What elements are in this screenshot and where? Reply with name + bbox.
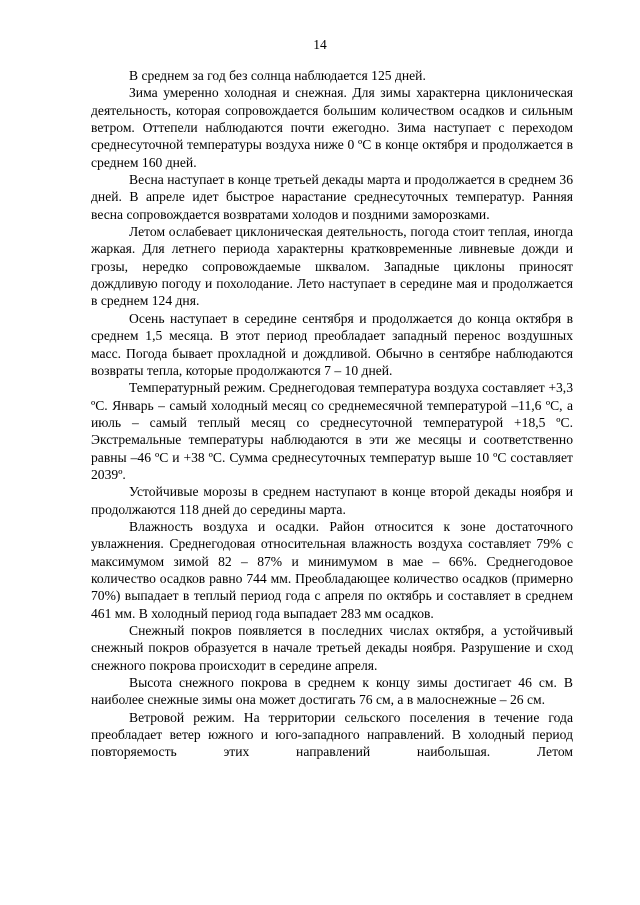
paragraph-winter: Зима умеренно холодная и снежная. Для зимы характерна циклоническая деятельность, которая сопровождается большим количеством осадков и сильным ветром. Оттепели наблюдаются почти ежегодно. Зима наступает с переходом среднесуточной температуры воздуха ниже 0 ºС в конце октября и продолжается в среднем 160 дней.	[91, 85, 573, 170]
page-number: 14	[313, 37, 327, 52]
paragraph-autumn: Осень наступает в середине сентября и продолжается до конца октября в среднем 1,5 месяца. В этот период преобладает западный перенос воздушных масс. Погода бывает прохладной и дождливой. Обычно в сентябре наблюдаются возвраты тепла, которые продолжаются 7 – 10 дней.	[91, 310, 573, 378]
paragraph-wind-regime: Ветровой режим. На территории сельского поселения в течение года преобладает ветер южного и юго-западного направлений. В холодный период повторяемость этих направлений наибольшая. Летом	[91, 709, 573, 760]
paragraph-summer: Летом ослабевает циклоническая деятельность, погода стоит теплая, иногда жаркая. Для летнего периода характерны кратковременные ливневые дожди и грозы, нередко сопровождаемые шквалом. Западные циклоны приносят дождливую погоду и похолодание. Лето наступает в середине мая и продолжается в среднем 124 дня.	[91, 224, 573, 309]
paragraph-snow-cover: Снежный покров появляется в последних числах октября, а устойчивый снежный покров образуется в начале третьей декады ноября. Разрушение и сход снежного покрова происходит в середине апреля.	[91, 623, 573, 673]
paragraph-stable-frosts: Устойчивые морозы в среднем наступают в конце второй декады ноября и продолжаются 118 дней до середины марта.	[91, 484, 573, 517]
paragraph-temperature-regime: Температурный режим. Среднегодовая температура воздуха составляет +3,3 ºС. Январь – самый холодный месяц со среднемесячной температурой –11,6 ºС, а июль – самый теплый месяц со среднесуточной температурой +18,5 ºС. Экстремальные температуры наблюдаются в эти же месяцы и соответственно равны –46 ºС и +38 ºС. Сумма среднесуточных температур выше 10 ºС составляет 2039º.	[91, 380, 573, 482]
paragraph-sunless-days: В среднем за год без солнца наблюдается 125 дней.	[129, 68, 426, 83]
paragraph-spring: Весна наступает в конце третьей декады марта и продолжается в среднем 36 дней. В апреле идет быстрое нарастание среднесуточных температур. Ранняя весна сопровождается возвратами холодов и поздними заморозками.	[91, 172, 573, 222]
paragraph-humidity-precipitation: Влажность воздуха и осадки. Район относится к зоне достаточного увлажнения. Среднегодовая относительная влажность воздуха составляет 79% с максимумом зимой 82 – 87% и минимумом в мае – 66%. Среднегодовое количество осадков равно 744 мм. Преобладающее количество осадков (примерно 70%) выпадает в теплый период года с апреля по октябрь и составляет в среднем 461 мм. В холодный период года выпадает 283 мм осадков.	[91, 518, 573, 621]
body-text	[91, 67, 573, 761]
paragraph-snow-depth: Высота снежного покрова в среднем к концу зимы достигает 46 см. В наиболее снежные зимы она может достигать 76 см, а в малоснежные – 26 см.	[91, 675, 573, 708]
